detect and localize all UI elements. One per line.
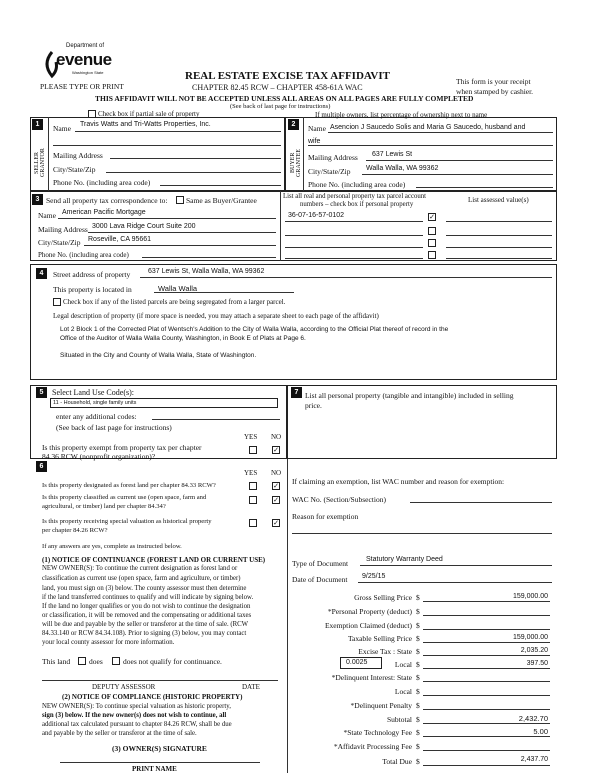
seller-mailing-label: Mailing Address (53, 151, 103, 160)
historic-question-1: Is this property receiving special valuation as historical property (42, 518, 212, 525)
exemption-label: Exemption Claimed (deduct) (324, 621, 412, 630)
personal-property-badge: 7 (291, 387, 302, 398)
personal-label: *Personal Property (deduct) (327, 607, 412, 616)
buyer-mailing-label: Mailing Address (308, 153, 358, 162)
current-use-question-1: Is this property classified as current use (open space, farm and (42, 494, 207, 501)
affidavit-fee-label: *Affidavit Processing Fee (333, 742, 412, 751)
print-name-label: PRINT NAME (132, 765, 177, 773)
does-not-checkbox[interactable] (112, 657, 120, 665)
segregated-checkbox[interactable] (53, 298, 61, 306)
correspondence-label: Send all property tax correspondence to: (46, 196, 168, 205)
logo-state: Washington State (72, 70, 104, 75)
current-use-yes-checkbox[interactable] (249, 496, 257, 504)
seller-name-label: Name (53, 124, 71, 133)
forest-question: Is this property designated as forest land per chapter 84.33 RCW? (42, 482, 216, 489)
parcel-3-checkbox[interactable] (428, 239, 436, 247)
personal-property-label-2: price. (305, 401, 322, 410)
subtotal-value: 2,432.70 (518, 714, 548, 723)
buyer-city-label: City/State/Zip (308, 167, 351, 176)
instructions-note: (See back of last page for instructions) (230, 103, 331, 110)
date-label: DATE (242, 683, 260, 691)
see-back-note: (See back of last page for instructions) (56, 423, 172, 432)
s6-yes-header: YES (244, 469, 258, 477)
multiple-owners-note: If multiple owners, list percentage of ownership next to name (315, 111, 488, 119)
corr-mailing-label: Mailing Address (38, 225, 88, 234)
personal-dollar: $ (416, 607, 420, 616)
local-value: 397.50 (526, 660, 548, 667)
gross-dollar: $ (416, 593, 420, 602)
notice1-line: 84.33.140 or RCW 84.34.108). Prior to signing (3) below, you may contact (42, 630, 247, 637)
buyer-badge: 2 (288, 119, 299, 130)
legal-label: Legal description of property (if more space is needed, you may attach a separate sheet to each page of the affidavit) (53, 312, 379, 320)
delinquent-penalty-dollar: $ (416, 701, 420, 710)
subtotal-dollar: $ (416, 715, 420, 724)
personal-property-label-1: List all personal property (tangible and intangible) included in selling (305, 391, 514, 400)
notice1-line: If the land no longer qualifies or you do not wish to continue the designation (42, 603, 251, 610)
does-label: does (89, 657, 103, 666)
corr-name-label: Name (38, 211, 56, 220)
excise-state-dollar: $ (416, 647, 420, 656)
corr-city-label: City/State/Zip (38, 238, 81, 247)
street-address: 637 Lewis St, Walla Walla, WA 99362 (148, 268, 265, 275)
owner-signature-label: (3) OWNER(S) SIGNATURE (112, 744, 207, 753)
buyer-city: Walla Walla, WA 99362 (366, 165, 439, 172)
deputy-assessor-label: DEPUTY ASSESSOR (92, 683, 156, 691)
local-dollar: $ (416, 660, 420, 669)
wac-label: WAC No. (Section/Subsection) (292, 495, 386, 504)
historic-question-2: per chapter 84.26 RCW? (42, 527, 108, 534)
exempt-question-2: 84.36 RCW (nonprofit organization)? (42, 452, 156, 461)
corr-name: American Pacific Mortgage (62, 209, 146, 216)
seller-side-strip (48, 117, 49, 191)
corr-mailing: 3000 Lava Ridge Court Suite 200 (92, 223, 196, 230)
exempt-yes-header: YES (244, 433, 258, 441)
taxable-value: 159,000.00 (512, 634, 548, 641)
parcel-2-checkbox[interactable] (428, 227, 436, 235)
corr-city: Roseville, CA 95661 (88, 236, 152, 243)
lower-divider (287, 459, 288, 773)
notice1-line: land, you must sign on (3) below. The county assessor must then determine (42, 585, 247, 592)
segregated-label: Check box if any of the listed parcels are being segregated from a larger parcel. (63, 298, 286, 306)
land-use-badge: 5 (36, 387, 47, 398)
doc-type-label: Type of Document (292, 559, 349, 568)
notice1-line: your local county assessor for more information. (42, 639, 175, 646)
notice1-line: or classification, it will be removed and the compensating or additional taxes (42, 612, 252, 619)
form-warning: THIS AFFIDAVIT WILL NOT BE ACCEPTED UNLESS ALL AREAS ON ALL PAGES ARE FULLY COMPLETED (95, 94, 474, 103)
logo-dept: Department of (66, 43, 105, 49)
does-not-label: does not qualify for continuance. (123, 657, 222, 666)
gross-value: 159,000.00 (512, 593, 548, 600)
land-use-code: 11 - Household, single family units (53, 400, 137, 406)
notice2-line: additional tax calculated pursuant to chapter 84.26 RCW, shall be due (42, 721, 232, 728)
receipt-note-1: This form is your receipt (456, 77, 531, 86)
any-yes-note: If any answers are yes, complete as instructed below. (42, 543, 182, 550)
seller-city-label: City/State/Zip (53, 165, 96, 174)
affidavit-fee-dollar: $ (416, 742, 420, 751)
property-box (30, 264, 557, 380)
buyer-side-label: BUYER GRANTEE (290, 149, 302, 177)
doc-date-label: Date of Document (292, 575, 348, 584)
doc-date: 9/25/15 (362, 573, 386, 580)
total-dollar: $ (416, 757, 420, 766)
exempt-no-header: NO (271, 433, 282, 441)
assessed-header: List assessed value(s) (468, 196, 529, 204)
reason-label: Reason for exemption (292, 512, 359, 521)
seller-name: Travis Watts and Tri-Watts Properties, Inc. (80, 121, 211, 128)
legal-line-1: Lot 2 Block 1 of the Corrected Plat of Wentsch's Addition to the City of Walla Walla, according to the Official Plat thereof of record in the (60, 326, 449, 333)
same-as-buyer-label: Same as Buyer/Grantee (186, 196, 257, 205)
excise-state-label: Excise Tax : State (358, 647, 412, 656)
located-value: Walla Walla (158, 284, 198, 293)
delinquent-interest-label: *Delinquent Interest: State (331, 673, 412, 682)
notice1-title: (1) NOTICE OF CONTINUANCE (FOREST LAND OR CURRENT USE) (42, 556, 266, 564)
tech-fee-label: *State Technology Fee (343, 728, 412, 737)
notice1-line: classification as current use (open space, farm and agriculture, or timber) (42, 575, 241, 582)
partial-sale-label: Check box if partial sale of property (98, 110, 200, 118)
property-badge: 4 (36, 268, 47, 279)
forest-yes-checkbox[interactable] (249, 482, 257, 490)
notice1-line: if the land transferred continues to qualify and will indicate by signing below. (42, 594, 254, 601)
local2-label: Local (394, 687, 412, 696)
notice2-title: (2) NOTICE OF COMPLIANCE (HISTORIC PROPERTY) (62, 693, 243, 701)
notice2-line: and payable by the seller or transferor at the time of sale. (42, 730, 197, 737)
print-note: PLEASE TYPE OR PRINT (40, 82, 124, 91)
total-value: 2,437.70 (520, 756, 548, 763)
parcel-4-checkbox[interactable] (428, 251, 436, 259)
local-label: Local (394, 660, 412, 669)
this-land-label: This land (42, 657, 71, 666)
revenue-logo (40, 42, 120, 80)
notice2-line: sign (3) below. If the new owner(s) does not wish to continue, all (42, 712, 227, 719)
buyer-phone-label: Phone No. (including area code) (308, 180, 406, 189)
logo-word: evenue (56, 50, 112, 69)
exempt-no-checkbox[interactable]: ✓ (273, 446, 279, 454)
same-as-buyer-checkbox[interactable] (176, 196, 184, 204)
located-label: This property is located in (53, 285, 132, 294)
gross-label: Gross Selling Price (354, 593, 412, 602)
current-use-no-checkbox[interactable]: ✓ (273, 496, 279, 504)
doc-type: Statutory Warranty Deed (366, 556, 443, 563)
legal-line-3: Situated in the City and County of Walla Walla, State of Washington. (60, 352, 257, 359)
seller-phone-label: Phone No. (including area code) (53, 178, 151, 187)
buyer-name: Asencion J Saucedo Solis and Maria G Saucedo, husband and (330, 124, 526, 131)
does-checkbox[interactable] (78, 657, 86, 665)
buyer-side-strip (303, 117, 304, 191)
tech-fee-value: 5.00 (533, 727, 548, 736)
legal-line-2: Office of the Auditor of Walla Walla County, Washington, in Book E of Plats at Page 6. (60, 335, 306, 342)
historic-no-checkbox[interactable]: ✓ (273, 519, 279, 527)
s6-no-header: NO (271, 469, 282, 477)
delinquent-penalty-label: *Delinquent Penalty (350, 701, 412, 710)
seller-side-label: SELLER GRANTOR (34, 148, 46, 178)
accounts-header-1: List all real and personal property tax parcel account (283, 193, 427, 200)
land-use-label: Select Land Use Code(s): (52, 388, 134, 397)
exemption-dollar: $ (416, 621, 420, 630)
buyer-name-cont: wife (308, 138, 321, 145)
notice1-line: NEW OWNER(S): To continue the current designation as forest land or (42, 565, 238, 572)
parcel-1-checkbox[interactable]: ✓ (429, 213, 435, 221)
form-title: REAL ESTATE EXCISE TAX AFFIDAVIT (185, 70, 390, 82)
delinquent-interest-dollar: $ (416, 673, 420, 682)
receipt-note-2: when stamped by cashier. (456, 87, 534, 96)
parcel-number: 36-07-16-57-0102 (288, 212, 345, 219)
notice1-line: will be due and payable by the seller or transferor at the time of sale. (RCW (42, 621, 249, 628)
form-chapter: CHAPTER 82.45 RCW – CHAPTER 458-61A WAC (192, 83, 363, 92)
current-use-question-2: agricultural, or timber) land per chapter 84.34? (42, 503, 166, 510)
section6-badge: 6 (36, 461, 47, 472)
correspondence-badge: 3 (32, 194, 43, 205)
exempt-question-1: Is this property exempt from property tax per chapter (42, 443, 202, 452)
taxable-dollar: $ (416, 634, 420, 643)
excise-state-value: 2,035.20 (520, 647, 548, 654)
taxable-label: Taxable Selling Price (347, 634, 412, 643)
local2-dollar: $ (416, 687, 420, 696)
seller-badge: 1 (32, 119, 43, 130)
local-rate: 0.0025 (346, 659, 368, 666)
forest-no-checkbox[interactable]: ✓ (273, 482, 279, 490)
buyer-name-label: Name (308, 124, 326, 133)
historic-yes-checkbox[interactable] (249, 519, 257, 527)
street-label: Street address of property (53, 270, 131, 279)
subtotal-label: Subtotal (386, 715, 412, 724)
additional-codes-label: enter any additional codes: (56, 412, 137, 421)
total-label: Total Due (382, 757, 412, 766)
corr-phone-label: Phone No. (including area code) (38, 251, 129, 259)
exempt-yes-checkbox[interactable] (249, 446, 257, 454)
exemption-claim-label: If claiming an exemption, list WAC number and reason for exemption: (292, 477, 505, 486)
buyer-mailing: 637 Lewis St (372, 151, 413, 158)
tech-fee-dollar: $ (416, 728, 420, 737)
accounts-header-2: numbers – check box if personal property (300, 201, 414, 208)
notice2-line: NEW OWNER(S): To continue special valuation as historic property, (42, 703, 231, 710)
